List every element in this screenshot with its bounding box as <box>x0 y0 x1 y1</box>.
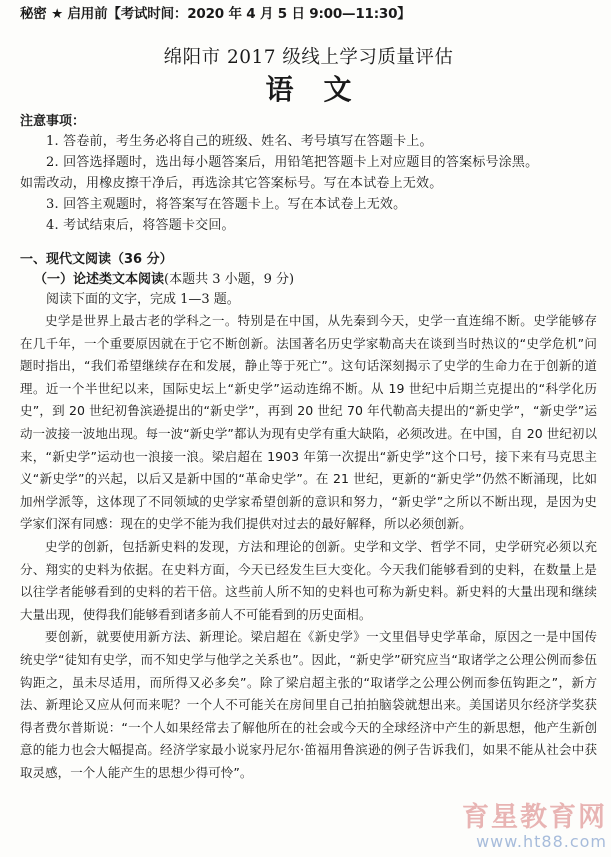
reading-instruction: 阅读下面的文字，完成 1—3 题。 <box>46 292 240 307</box>
notice-item: 2. 回答选择题时，选出每小题答案后，用铅笔把答题卡上对应题目的答案标号涂黑。 <box>46 155 539 170</box>
confidentiality-header: 秘密 ★ 启用前【考试时间：2020 年 4 月 5 日 9:00—11:30】 <box>20 6 411 22</box>
notice-item: 如需改动，用橡皮擦干净后，再选涂其它答案标号。写在本试卷上无效。 <box>20 176 443 191</box>
notice-list <box>20 131 597 236</box>
exam-subject: 语文 <box>265 73 382 106</box>
passage-paragraph: 要创新，就要使用新方法、新理论。梁启超在《新史学》一文里倡导史学革命，原因之一是中国传统史学“徒知有史学，而不知史学与他学之关系也”。因此，“新史学”研究应当“取诸学之公理公例而参伍钩距之，虽未尽适用，而所得又必多矣”。除了梁启超主张的“取诸学之公理公例而参伍钩距之”，新方法、新理论又应从何而来呢？一个人不可能关在房间里自己拍拍脑袋就想出来。美国诺贝尔经济学奖获得者费尔普斯说：“一个人如果经常去了解他所在的社会或今天的全球经济中产生的新思想，他产生新创意的能力也会大幅提高。经济学家最小说家丹尼尔·笛福用鲁滨逊的例子告诉我们，如果不能从社会中获取灵感，一个人能产生的思想少得可怜”。 <box>20 629 597 780</box>
subsection-label: （一）论述类文本阅读 <box>34 272 165 287</box>
watermark-logo: 育星教育网 <box>462 802 607 833</box>
notice-item: 4. 考试结束后，将答题卡交回。 <box>46 218 235 233</box>
notice-item: 3. 回答主观题时，将答案写在答题卡上。写在本试卷上无效。 <box>46 197 407 212</box>
notice-item: 1. 答卷前，考生务必将自己的班级、姓名、考号填写在答题卡上。 <box>46 134 433 149</box>
exam-title: 绵阳市 2017 级线上学习质量评估 <box>163 47 454 68</box>
watermark-url: www.ht88.com <box>476 832 607 851</box>
passage-paragraph: 史学是世界上最古老的学科之一。特别是在中国，从先秦到今天，史学一直连绵不断。史学能够存在几千年，一个重要原因就在于它不断创新。法国著名历史学家勒高夫在谈到当时热议的“史学危机”问题时指出，“我们希望继续存在和发展，静止等于死亡”。这句话深刻揭示了史学的生命力在于创新的道理。近一个半世纪以来，国际史坛上“新史学”运动连绵不断。从 19 世纪中后期兰克提出的“科学化历史”，到 20 世纪初鲁滨逊提出的“新史学”，再到 20 世纪 70 年代勒高夫提出的“新史学”，“新史学”运动一波接一波地出现。每一波“新史学”都认为现有史学有重大缺陷，必须改进。在中国，自 20 世纪初以来，“新史学”运动也一浪接一浪。梁启超在 1903 年第一次提出“新史学”这个口号，接下来有马克思主义“新史学”的兴起，以后又是新中国的“革命史学”。在 21 世纪，更新的“新史学”仍然不断涌现，比如加州学派等，这体现了不同领域的史学家希望创新的意识和努力，“新史学”之所以不断出现，是因为史学家们深有同感：现在的史学不能为我们提供对过去的最好解释，所以必须创新。 <box>20 313 597 532</box>
reading-passage <box>20 310 597 784</box>
section-heading: 一、现代文阅读（36 分） <box>20 252 173 267</box>
subsection-heading <box>20 270 597 290</box>
subsection-note: (本题共 3 小题，9 分) <box>164 272 295 287</box>
notice-heading: 注意事项： <box>20 114 86 129</box>
passage-paragraph: 史学的创新，包括新史料的发现，方法和理论的创新。史学和文学、哲学不同，史学研究必须以充分、翔实的史料为依据。在史料方面，今天已经发生巨大变化。今天我们能够看到的史料，在数量上是以往学者能够看到的史料的若干倍。这些前人所不知的史料也可称为新史料。新史料的大量出现和继续大量出现，使得我们能够看到诸多前人不可能看到的历史面相。 <box>20 538 597 622</box>
